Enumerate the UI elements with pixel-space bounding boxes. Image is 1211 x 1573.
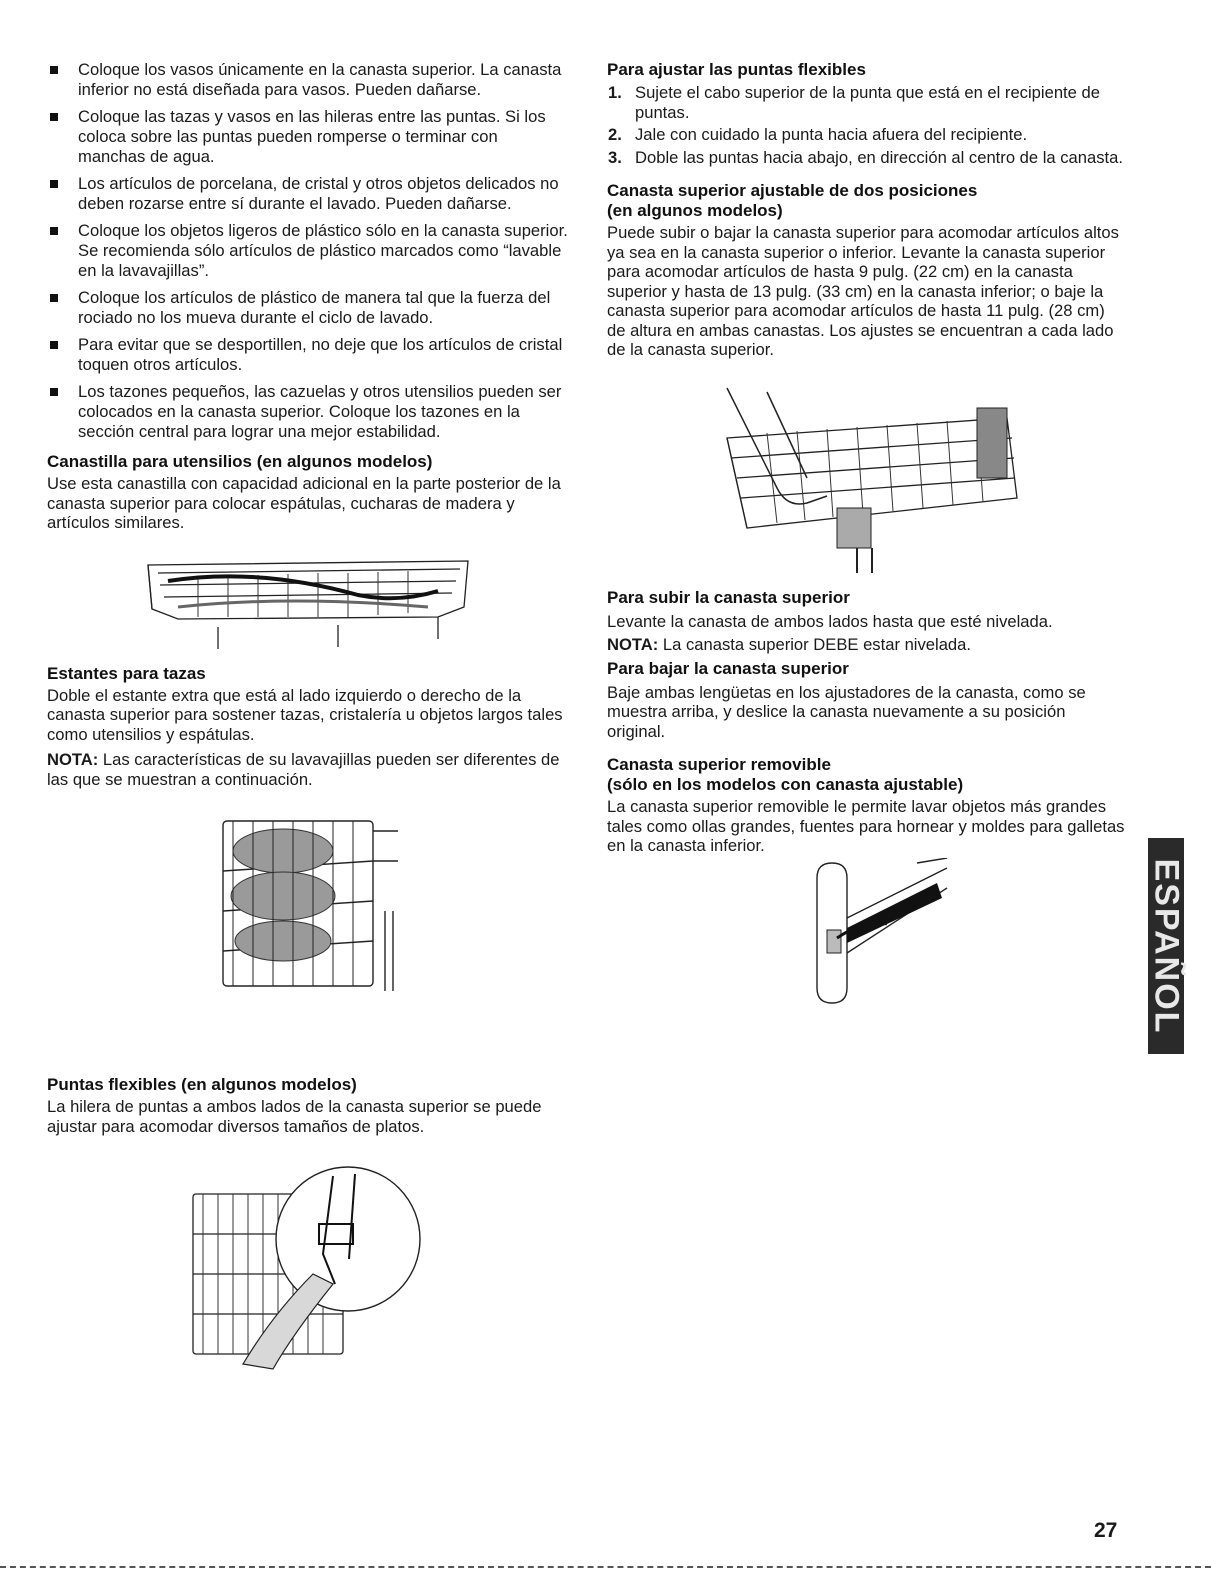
estantes-body: Doble el estante extra que está al lado izquierdo o derecho de la canasta superior para sostener tazas, cristalería u objetos largos tales como utensilios y espátulas. — [47, 685, 563, 744]
list-item: Los tazones pequeños, las cazuelas y otros utensilios pueden ser colocados en la canasta superior. Coloque los tazones en la sección central para lograr una mejor estabilidad. — [47, 382, 569, 442]
bullet-square-icon — [50, 227, 58, 235]
removible-heading-1: Canasta superior removible — [607, 755, 831, 774]
canastilla-body: Use esta canastilla con capacidad adicional en la parte posterior de la canasta superior para colocar espátulas, cucharas de madera y artículos similares. — [47, 474, 561, 532]
puntas-body: La hilera de puntas a ambos lados de la canasta superior se puede ajustar para acomodar diversos tamaños de platos. — [47, 1097, 542, 1136]
ajustable-heading-1: Canasta superior ajustable de dos posiciones — [607, 181, 978, 200]
bullet-square-icon — [50, 388, 58, 396]
left-column — [47, 60, 569, 1374]
puntas-heading: Puntas flexibles (en algunos modelos) — [47, 1075, 357, 1094]
bajar-body: Baje ambas lengüetas en los ajustadores de la canasta, como se muestra arriba, y deslice la canasta nuevamente a su posición original. — [607, 682, 1086, 741]
bullet-square-icon — [50, 294, 58, 302]
bottom-rule — [0, 1566, 1211, 1568]
ajustar-heading: Para ajustar las puntas flexibles — [607, 60, 866, 79]
subir-body: Levante la canasta de ambos lados hasta que esté nivelada. — [607, 611, 1053, 631]
removible-body: La canasta superior removible le permite lavar objetos más grandes tales como ollas grandes, fuentes para hornear y moldes para galletas en la canasta inferior. — [607, 797, 1125, 855]
removible-heading-2: (sólo en los modelos con canasta ajustable) — [607, 775, 964, 794]
subir-heading: Para subir la canasta superior — [607, 587, 850, 607]
bullet-square-icon — [50, 113, 58, 121]
list-item: Coloque los objetos ligeros de plástico sólo en la canasta superior. Se recomienda sólo artículos de plástico marcados como “lavable en la lavavajillas”. — [47, 221, 569, 281]
tips-list — [47, 60, 569, 442]
page-number: 27 — [1094, 1519, 1118, 1542]
bullet-square-icon — [50, 66, 58, 74]
estantes-heading: Estantes para tazas — [47, 663, 206, 683]
removable-basket-latch-illustration — [797, 858, 957, 1008]
list-item: Los artículos de porcelana, de cristal y otros objetos delicados no deben rozarse entre sí durante el lavado. Pueden dañarse. — [47, 174, 569, 214]
cup-shelf-illustration — [213, 801, 403, 1001]
list-item: 1. Sujete el cabo superior de la punta que está en el recipiente de puntas. — [608, 83, 1100, 122]
ajustar-steps — [607, 83, 1127, 167]
flexible-tines-illustration — [183, 1164, 433, 1374]
subir-note: NOTA: La canasta superior DEBE estar nivelada. — [607, 635, 972, 654]
list-item: 3. Doble las puntas hacia abajo, en dirección al centro de la canasta. — [608, 147, 1123, 167]
bullet-square-icon — [50, 180, 58, 188]
list-item: Coloque las tazas y vasos en las hileras entre las puntas. Si los coloca sobre las puntas pueden romperse o terminar con manchas de agua. — [47, 107, 569, 167]
list-item: 2. Jale con cuidado la punta hacia afuera del recipiente. — [608, 125, 1028, 144]
utensil-basket-illustration — [138, 547, 478, 652]
canastilla-heading: Canastilla para utensilios (en algunos modelos) — [47, 452, 433, 471]
estantes-note: NOTA: Las características de su lavavajillas pueden ser diferentes de las que se muestran a continuación. — [47, 750, 560, 789]
bajar-heading: Para bajar la canasta superior — [607, 658, 849, 678]
list-item: Para evitar que se desportillen, no deje que los artículos de cristal toquen otros artículos. — [47, 335, 569, 375]
language-tab: ESPAÑOL — [1148, 838, 1184, 1054]
list-item: Coloque los artículos de plástico de manera tal que la fuerza del rociado no los mueva durante el ciclo de lavado. — [47, 288, 569, 328]
ajustable-heading-2: (en algunos modelos) — [607, 201, 783, 220]
list-item: Coloque los vasos únicamente en la canasta superior. La canasta inferior no está diseñada para vasos. Pueden dañarse. — [47, 60, 569, 100]
adjustable-basket-illustration — [707, 378, 1027, 578]
bullet-square-icon — [50, 341, 58, 349]
right-column — [607, 60, 1127, 1008]
ajustable-body: Puede subir o bajar la canasta superior para acomodar artículos altos ya sea en la canasta superior o inferior. Levante la canasta superior para acomodar artículos de hasta 9 pulg. (22 cm) en la canasta superior y hasta de 13 pulg. (33 cm) en la canasta inferior; o baje la canasta superior para acomodar artículos de hasta 11 pulg. (28 cm) de altura en ambas canastas. Los ajustes se encuentran a cada lado de la canasta superior. — [607, 223, 1119, 359]
